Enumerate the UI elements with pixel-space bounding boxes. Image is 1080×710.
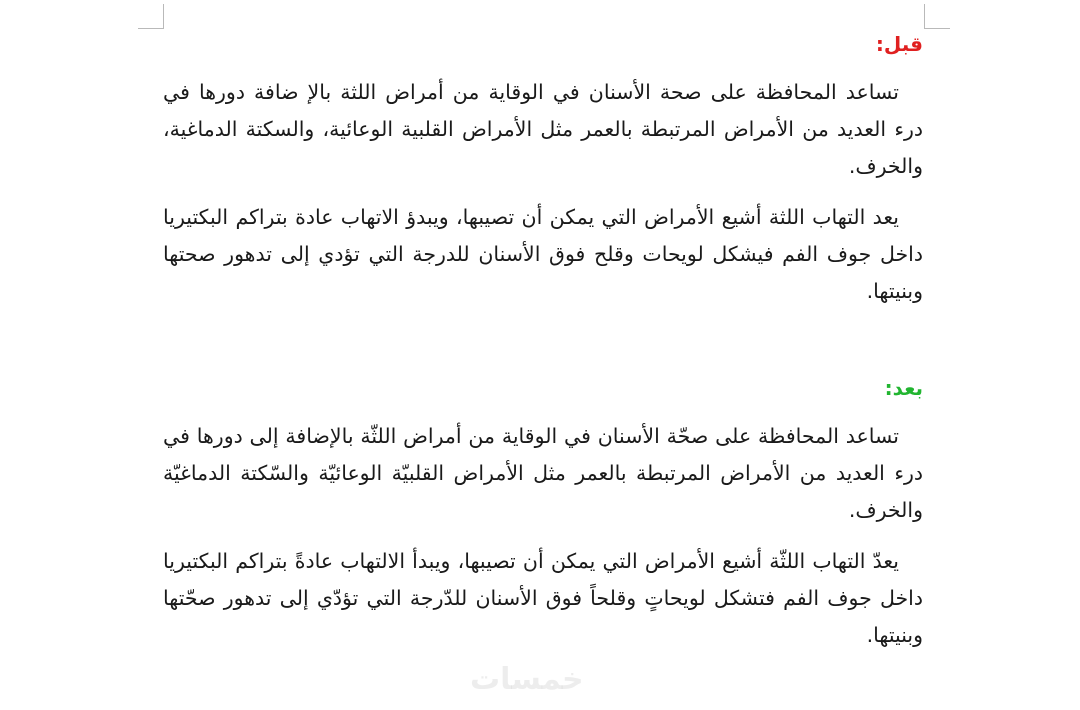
after-heading: بعد:: [884, 376, 923, 400]
after-paragraph-2: يعدّ التهاب اللثّة أشيع الأمراض التي يمكن أن تصيبها، ويبدأ الالتهاب عادةً بتراكم البكتيريا داخل جوف الفم فتشكل لويحاتٍ وقلحاً فوق الأسنان للدّرجة التي تؤدّي إلى تدهور صحّتها وبنيتها.: [163, 549, 923, 647]
spacer: [163, 529, 923, 543]
spacer: [163, 60, 923, 74]
spacer: [163, 404, 923, 418]
before-heading: قبل:: [875, 32, 923, 56]
before-paragraph-1: تساعد المحافظة على صحة الأسنان في الوقاية من أمراض اللثة بالإ ضافة دورها في درء العديد من الأمراض المرتبطة بالعمر مثل الأمراض القلبية الوعائية، والسكتة الدماغية، والخرف.: [163, 80, 923, 178]
watermark-logo: خمسات: [470, 662, 584, 697]
after-paragraph-1: تساعد المحافظة على صحّة الأسنان في الوقاية من أمراض اللثّة بالإضافة إلى دورها في درء العديد من الأمراض المرتبطة بالعمر مثل الأمراض القلبيّة الوعائيّة والسّكتة الدماغيّة والخرف.: [163, 424, 923, 522]
section-spacer: [163, 310, 923, 372]
crop-mark-left-horizontal: [138, 28, 164, 29]
spacer: [163, 185, 923, 199]
crop-mark-left-vertical: [163, 4, 164, 29]
crop-mark-right-horizontal: [924, 28, 950, 29]
before-paragraph-2: يعد التهاب اللثة أشيع الأمراض التي يمكن أن تصيبها، ويبدؤ الاتهاب عادة بتراكم البكتيريا داخل جوف الفم فيشكل لويحات وقلح فوق الأسنان للدرجة التي تؤدي إلى تدهور صحتها وبنيتها.: [163, 205, 923, 303]
document-body: [163, 28, 923, 654]
crop-mark-right-vertical: [924, 4, 925, 29]
